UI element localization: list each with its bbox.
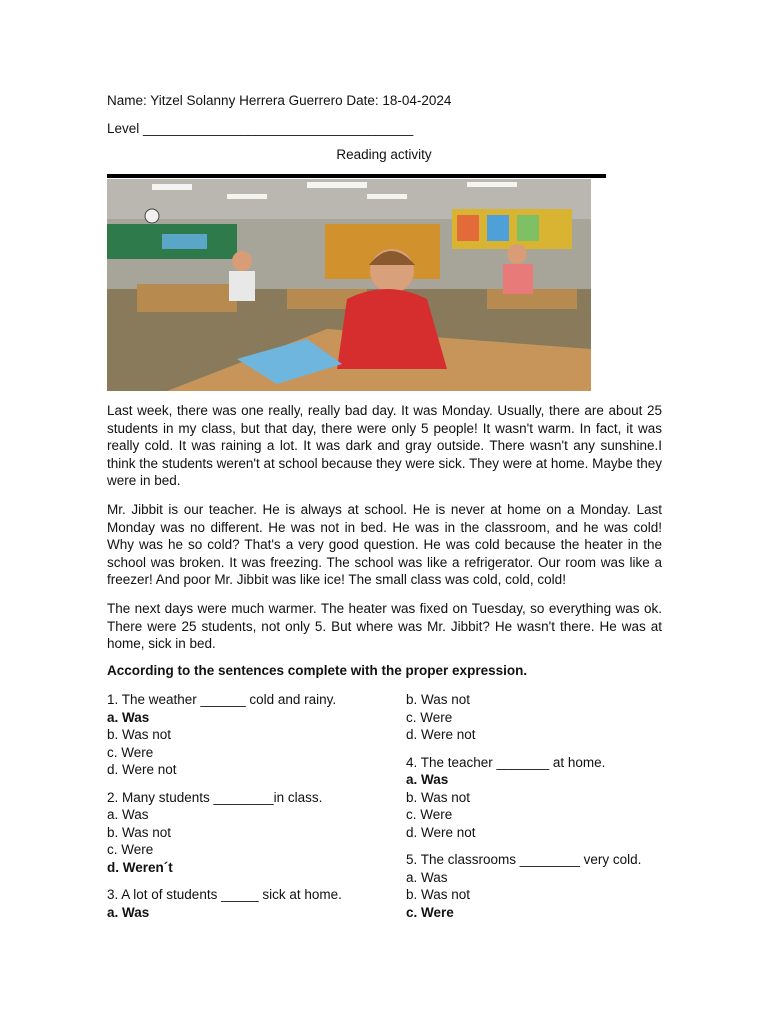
question-text: 3. A lot of students _____ sick at home.: [107, 887, 342, 902]
answer-option: a. Was: [107, 807, 149, 822]
question-5: [406, 851, 641, 921]
answer-option: d. Were not: [406, 824, 476, 840]
answer-option: b. Was not: [406, 692, 471, 707]
question-text: 1. The weather ______ cold and rainy.: [107, 692, 337, 707]
paragraph-3: The next days were much warmer. The heater was fixed on Tuesday, so everything was ok. There were 25 students, not only 5. But where was Mr. Jibbit? He wasn't there. He was at home, sick in bed.: [107, 601, 662, 652]
paragraph-1: Last week, there was one really, really bad day. It was Monday. Usually, there are about 25 students in my class, but that day, there were only 5 people! It wasn't warm. In fact, it was really cold. It was raining a lot. It was dark and gray outside. There wasn't any sunshine.I think the students weren't at school because they were sick. They were at home. Maybe they were in bed.: [107, 403, 662, 489]
answer-option: b. Was not: [406, 887, 471, 902]
answer-option-selected: a. Was: [107, 709, 150, 725]
question-text: 2. Many students ________in class.: [107, 789, 323, 805]
answer-option: c. Were: [406, 807, 453, 822]
answer-option: d. Were not: [406, 727, 476, 742]
question-1: [107, 691, 342, 779]
classroom-illustration: [107, 179, 591, 391]
answer-option: b. Was not: [107, 824, 172, 840]
question-text: 5. The classrooms ________ very cold.: [406, 852, 642, 867]
answer-option: c. Were: [107, 842, 154, 857]
question-3: [107, 886, 342, 921]
answer-option-selected: c. Were: [406, 904, 454, 920]
instruction: According to the sentences complete with the proper expression.: [107, 663, 528, 678]
answer-option: b. Was not: [406, 789, 471, 805]
divider: [107, 174, 606, 178]
questions-left-column: [107, 691, 342, 921]
answer-option-selected: d. Weren´t: [107, 859, 173, 875]
level-line: Level ____________________________________: [107, 121, 414, 136]
questions-right-column: [406, 691, 641, 921]
page-title: Reading activity: [336, 147, 432, 162]
answer-option: c. Were: [406, 709, 453, 725]
question-4: [406, 754, 641, 842]
name-date-line: Name: Yitzel Solanny Herrera Guerrero Date: 18-04-2024: [107, 93, 452, 108]
answer-option: b. Was not: [107, 727, 172, 742]
question-3-continued: [406, 691, 641, 744]
question-text: 4. The teacher _______ at home.: [406, 754, 606, 770]
paragraph-2: Mr. Jibbit is our teacher. He is always at school. He is never at home on a Monday. Last Monday was no different. He was not in bed. He was in the classroom, and he was cold! Why was he so cold? That's a very good question. He was cold because the heater in the school was broken. It was freezing. The school was like a refrigerator. Our room was like a freezer! And poor Mr. Jibbit was like ice! The small class was cold, cold, cold!: [107, 502, 662, 588]
answer-option: a. Was: [406, 869, 448, 885]
answer-option-selected: a. Was: [107, 904, 150, 920]
answer-option: c. Were: [107, 744, 154, 760]
answer-option: d. Were not: [107, 762, 177, 777]
question-2: [107, 789, 342, 877]
answer-option-selected: a. Was: [406, 772, 449, 787]
